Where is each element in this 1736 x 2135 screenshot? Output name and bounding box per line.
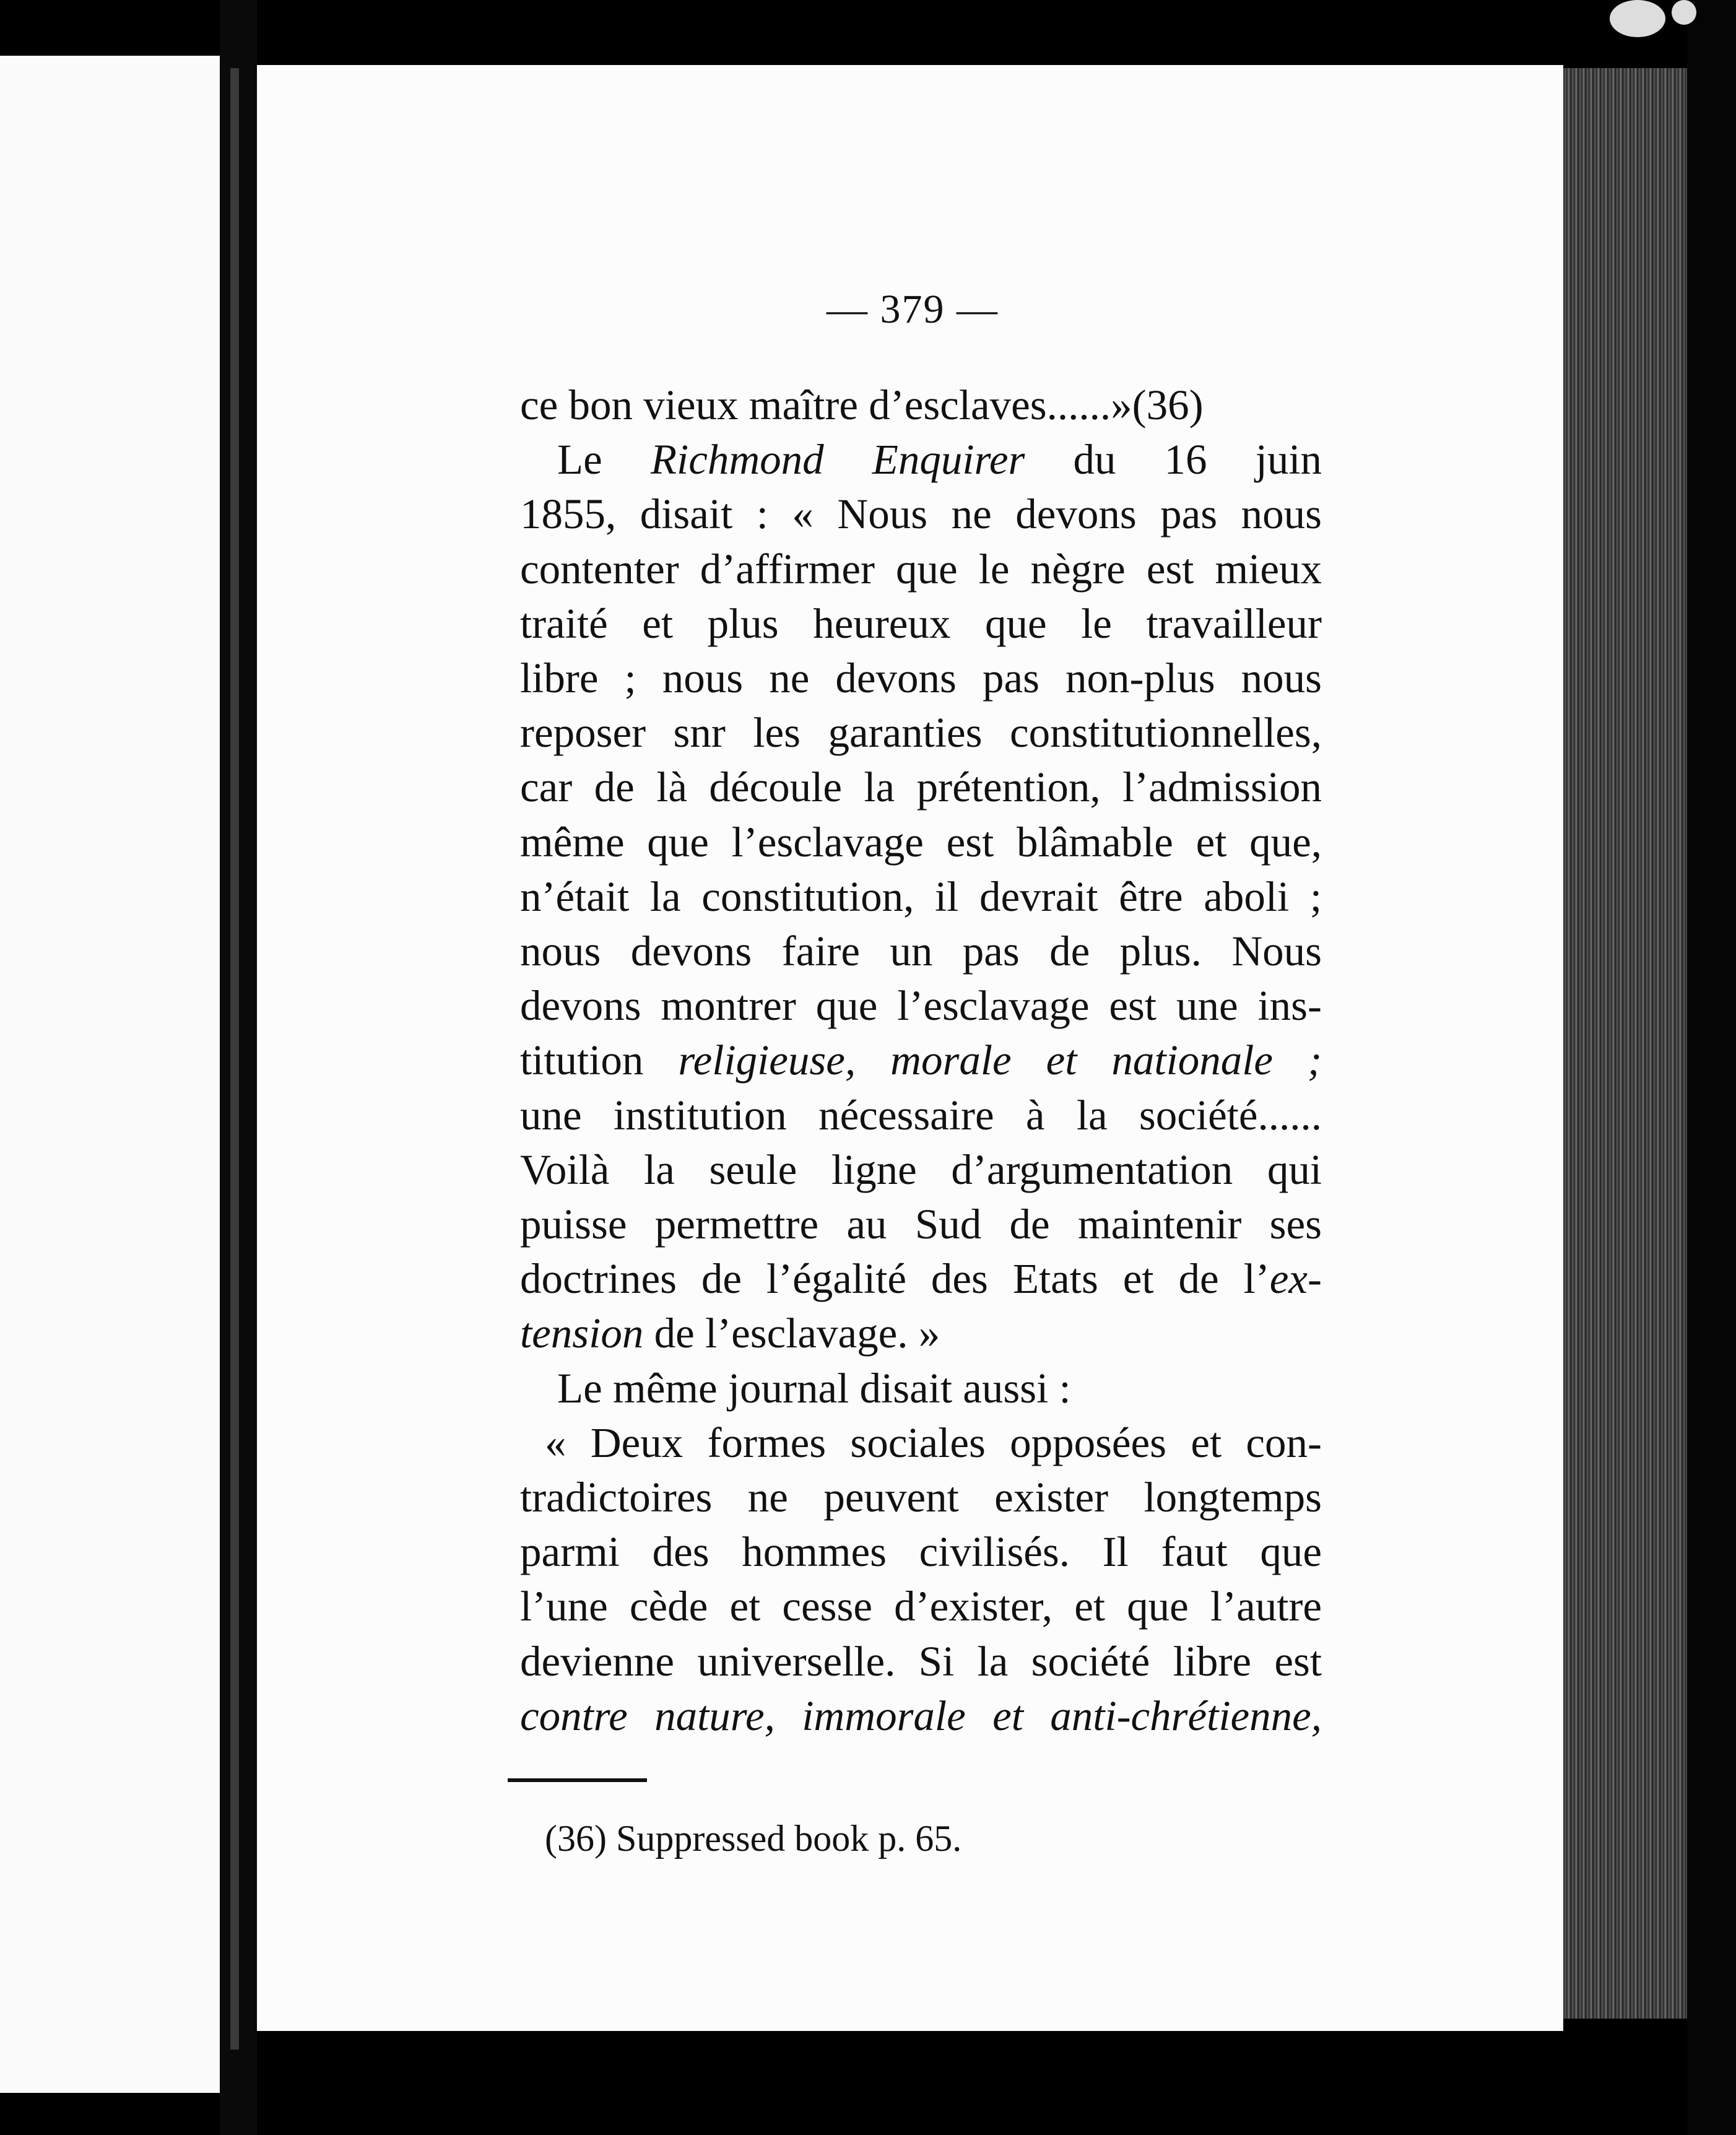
text-line: [520, 1579, 1322, 1633]
text-line: [520, 542, 1322, 596]
text-run: n’était la constitution, il devrait être aboli ;: [520, 872, 1322, 920]
text-run: contenter d’affirmer que le nègre est mieux: [520, 545, 1322, 593]
text-run: tradictoires ne peuvent exister longtemps: [520, 1474, 1322, 1521]
text-run: du 16 juin: [1025, 436, 1322, 484]
text-line: [520, 705, 1322, 760]
italic-text: Richmond Enquirer: [650, 436, 1025, 484]
footnote-rule: [508, 1778, 647, 1782]
text-line: [520, 1689, 1322, 1743]
text-run: traité et plus heureux que le travailleur: [520, 599, 1322, 647]
text-run: car de là découle la prétention, l’admission: [520, 763, 1322, 811]
text-line: [520, 487, 1322, 541]
body-text: [520, 378, 1322, 1743]
text-run: « Deux formes sociales opposées et con-: [545, 1419, 1322, 1466]
text-run: reposer snr les garanties constitutionnelles,: [520, 709, 1322, 757]
gutter-shadow: [230, 68, 239, 2050]
text-run: puisse permettre au Sud de maintenir ses: [520, 1201, 1322, 1248]
text-run: doctrines de l’égalité des Etats et de l’: [520, 1255, 1270, 1303]
text-line: [520, 432, 1322, 487]
italic-text: ex-: [1269, 1255, 1322, 1303]
text-line: [520, 1306, 1322, 1360]
text-line: [520, 1251, 1322, 1306]
italic-text: tension: [520, 1310, 644, 1357]
text-line: [520, 1197, 1322, 1251]
text-line: [520, 1524, 1322, 1579]
text-line: [520, 815, 1322, 869]
text-run: titution: [520, 1037, 679, 1084]
text-run: ce bon vieux maître d’esclaves......»(36): [520, 381, 1204, 428]
text-run: même que l’esclavage est blâmable et que,: [520, 818, 1322, 866]
text-run: 1855, disait : « Nous ne devons pas nous: [520, 490, 1322, 538]
text-run: de l’esclavage. »: [643, 1310, 940, 1357]
text-line: [520, 978, 1322, 1033]
previous-page-edge: [0, 56, 220, 2093]
text-line: [520, 869, 1322, 924]
text-line: [520, 1470, 1322, 1524]
text-line: [520, 1634, 1322, 1689]
text-line: [520, 1142, 1322, 1197]
text-run: libre ; nous ne devons pas non-plus nous: [520, 654, 1322, 702]
text-line: [520, 378, 1322, 432]
page-fore-edge: [1563, 68, 1687, 2019]
italic-text: religieuse, morale et nationale ;: [678, 1037, 1322, 1084]
text-line: [520, 596, 1322, 651]
text-line: [520, 1088, 1322, 1142]
text-run: devons montrer que l’esclavage est une ins-: [520, 982, 1322, 1030]
scan-speck: [1672, 0, 1696, 25]
text-line: [520, 1415, 1322, 1470]
text-line: [520, 760, 1322, 814]
text-run: l’une cède et cesse d’exister, et que l’autre: [520, 1583, 1322, 1630]
text-run: Le: [557, 436, 651, 484]
text-run: Voilà la seule ligne d’argumentation qui: [520, 1146, 1322, 1193]
text-run: nous devons faire un pas de plus. Nous: [520, 928, 1322, 975]
text-line: [520, 1033, 1322, 1087]
text-run: devienne universelle. Si la société libre est: [520, 1637, 1322, 1685]
italic-text: contre nature, immorale et anti-chrétienne,: [520, 1692, 1322, 1739]
footnote: (36) Suppressed book p. 65.: [545, 1818, 962, 1859]
text-run: parmi des hommes civilisés. Il faut que: [520, 1528, 1322, 1576]
scan-speck: [1610, 0, 1665, 37]
text-run: une institution nécessaire à la société......: [520, 1091, 1322, 1139]
text-line: [520, 651, 1322, 705]
page-number: — 379 —: [827, 287, 999, 332]
text-run: Le même journal disait aussi :: [557, 1364, 1071, 1412]
cover-edge: [1687, 0, 1736, 2135]
text-line: [520, 1361, 1322, 1415]
text-line: [520, 924, 1322, 978]
